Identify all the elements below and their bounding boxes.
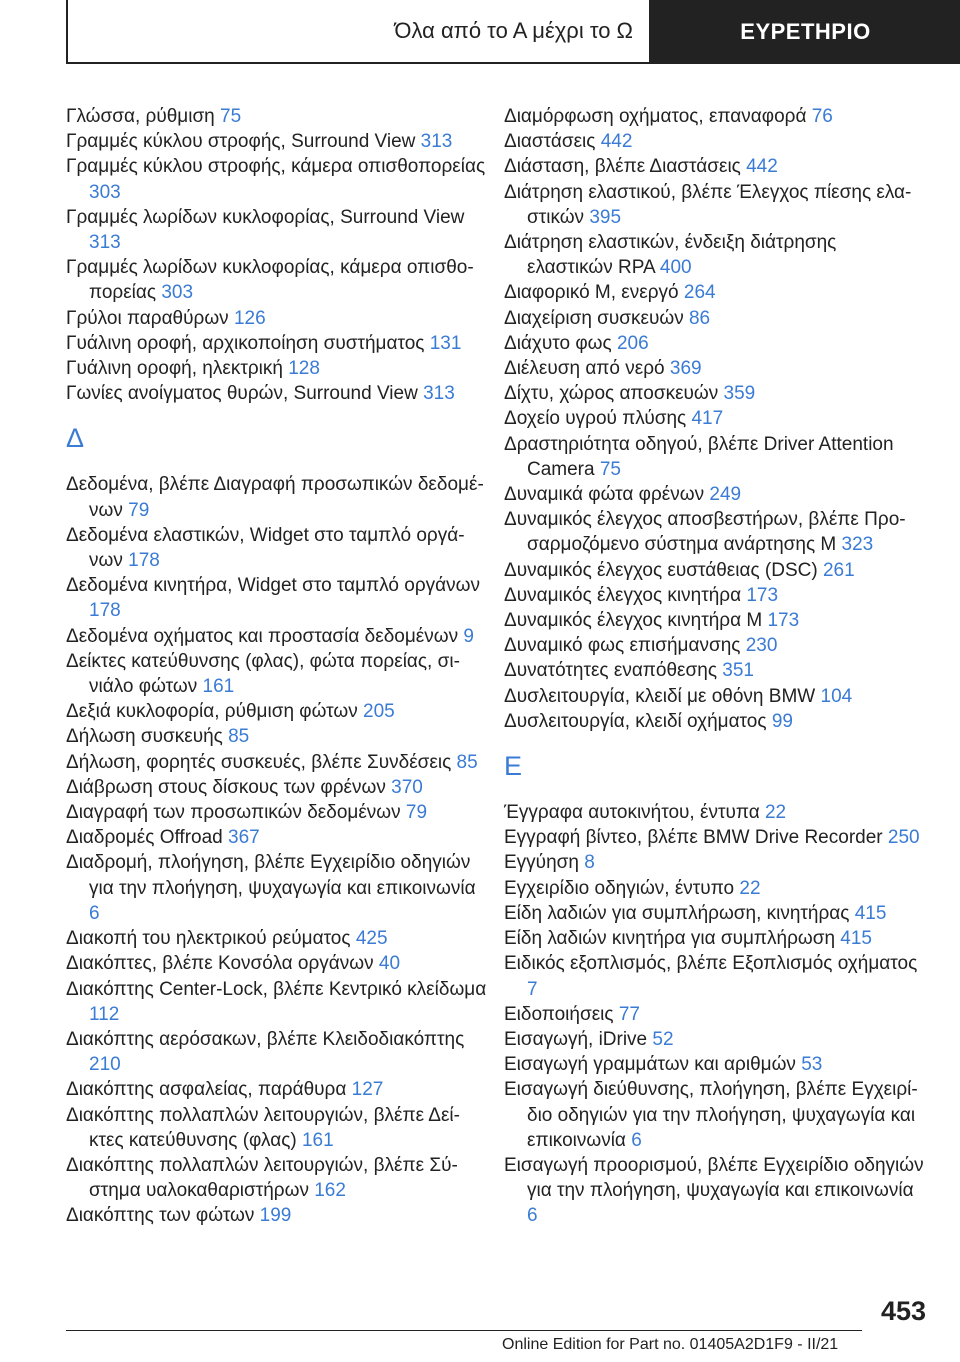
- index-entry: [504, 658, 926, 683]
- entry-page-link[interactable]: 104: [820, 685, 853, 707]
- entry-term: Δυσλειτουργία, κλειδί οχήματος: [504, 710, 767, 732]
- index-entry: [504, 709, 926, 734]
- entry-page-link[interactable]: 161: [202, 676, 235, 698]
- index-entry: [504, 901, 926, 926]
- entry-term: Ειδοποιήσεις: [504, 1003, 614, 1025]
- entry-term: Δεδομένα κινητήρα, Widget στο ταμπλό οργάνων: [66, 575, 480, 597]
- entry-term: Εγγραφή βίντεο, βλέπε BMW Drive Recorder: [504, 827, 883, 849]
- index-entry: [66, 850, 488, 926]
- index-entry: [66, 104, 488, 129]
- entry-page-link[interactable]: 313: [89, 232, 121, 254]
- entry-page-link[interactable]: 303: [161, 282, 194, 304]
- index-entry: [66, 724, 488, 749]
- entry-page-link[interactable]: 442: [746, 156, 778, 178]
- index-entry: [504, 1027, 926, 1052]
- entry-term: Δήλωση συσκευής: [66, 726, 223, 748]
- index-entry: [66, 381, 488, 406]
- entry-page-link[interactable]: 79: [128, 499, 150, 521]
- index-entry: [66, 205, 488, 255]
- entry-page-link[interactable]: 75: [599, 458, 621, 480]
- entry-term: Γωνίες ανοίγματος θυρών, Surround View: [66, 383, 418, 405]
- entry-page-link[interactable]: 415: [840, 928, 872, 950]
- entry-page-link[interactable]: 161: [301, 1129, 334, 1151]
- edition-note: Online Edition for Part no. 01405A2D1F9 - II/21: [502, 1336, 839, 1353]
- entry-term: Διέλευση από νερό: [504, 358, 665, 380]
- index-entry: [504, 180, 926, 230]
- entry-term: Εγχειρίδιο οδηγιών, έντυπο: [504, 877, 735, 899]
- index-entry: [66, 154, 488, 204]
- index-entry: [504, 482, 926, 507]
- index-entry: [504, 926, 926, 951]
- index-entry: [66, 750, 488, 775]
- entry-term: Δυναμικός έλεγχος κινητήρα: [504, 584, 742, 606]
- entry-term: Εισαγωγή προορισμού, βλέπε Εγχειρίδιο οδηγιών για την πλοήγηση, ψυχαγωγία και επικοινωνία: [504, 1154, 924, 1202]
- index-entry: [504, 356, 926, 381]
- entry-term: Διάσταση, βλέπε Διαστάσεις: [504, 156, 741, 178]
- index-entry: [504, 1002, 926, 1027]
- entry-page-link[interactable]: 75: [220, 106, 242, 127]
- index-entry: [66, 472, 488, 522]
- index-entry: [504, 951, 926, 1001]
- entry-term: Διάβρωση στους δίσκους των φρένων: [66, 776, 386, 798]
- index-entry: [504, 583, 926, 608]
- entry-page-link[interactable]: 351: [722, 660, 754, 682]
- entry-page-link[interactable]: 230: [745, 635, 778, 657]
- entry-term: Διαφορικό M, ενεργό: [504, 282, 679, 304]
- entry-term: Εγγύηση: [504, 852, 579, 874]
- entry-page-link[interactable]: 8: [584, 852, 595, 874]
- entry-page-link[interactable]: 22: [764, 802, 787, 824]
- entry-term: Δοχείο υγρού πλύσης: [504, 408, 687, 430]
- entry-page-link[interactable]: 128: [288, 358, 320, 380]
- index-entry: [66, 1103, 488, 1153]
- entry-term: Δυναμικός έλεγχος ευστάθειας (DSC): [504, 559, 818, 581]
- index-entry: [66, 800, 488, 825]
- entry-page-link[interactable]: 400: [659, 257, 692, 279]
- entry-term: Γλώσσα, ρύθμιση: [66, 106, 215, 127]
- index-entry: [66, 699, 488, 724]
- index-entry: [504, 280, 926, 305]
- entry-term: Διακόπτης ασφαλείας, παράθυρα: [66, 1079, 347, 1101]
- section-letter: Ε: [504, 751, 523, 782]
- entry-term: Δίχτυ, χώρος αποσκευών: [504, 383, 719, 405]
- entry-page-link[interactable]: 131: [429, 332, 462, 354]
- entry-page-link[interactable]: 6: [89, 902, 100, 924]
- entry-term: Δείκτες κατεύθυνσης (φλας), φώτα πορείας, σινιάλο φώτων: [66, 650, 460, 698]
- entry-term: Γραμμές κύκλου στροφής, Surround View: [66, 131, 416, 153]
- entry-page-link[interactable]: 199: [259, 1205, 292, 1227]
- entry-page-link[interactable]: 370: [391, 776, 423, 798]
- entry-page-link[interactable]: 7: [527, 978, 538, 1000]
- index-entry: [504, 558, 926, 583]
- index-entry: [504, 104, 926, 129]
- entry-page-link[interactable]: 359: [723, 383, 756, 405]
- index-entry: [66, 331, 488, 356]
- entry-page-link[interactable]: 206: [616, 332, 649, 354]
- index-entry: [66, 1077, 488, 1102]
- index-entry: [504, 406, 926, 431]
- entry-page-link[interactable]: 178: [89, 600, 121, 622]
- entry-term: Γρύλοι παραθύρων: [66, 307, 229, 329]
- index-entry: [66, 926, 488, 951]
- index-column-left: [66, 104, 488, 1274]
- index-entry: [66, 523, 488, 573]
- entry-page-link[interactable]: 6: [631, 1129, 642, 1151]
- entry-term: Διαστάσεις: [504, 131, 596, 153]
- index-entry: [504, 230, 926, 280]
- entry-page-link[interactable]: 86: [688, 307, 711, 329]
- entry-page-link[interactable]: 417: [691, 408, 724, 430]
- index-entry: [66, 825, 488, 850]
- index-entry: [504, 129, 926, 154]
- tab-alphabetical-range[interactable]: Όλα από το Α μέχρι το Ω: [66, 0, 651, 64]
- entry-term: Δήλωση, φορητές συσκευές, βλέπε Συνδέσεις: [66, 751, 452, 773]
- entry-term: Εισαγωγή, iDrive: [504, 1028, 648, 1050]
- footer-divider: [66, 1330, 862, 1331]
- entry-term: Διάτρηση ελαστικού, βλέπε Έλεγχος πίεσης ελαστικών: [504, 181, 912, 228]
- index-entry: [504, 154, 926, 179]
- entry-term: Εισαγωγή γραμμάτων και αριθμών: [504, 1054, 796, 1076]
- entry-term: Διακόπτης πολλαπλών λειτουργιών, βλέπε Δείκτες κατεύθυνσης (φλας): [66, 1104, 460, 1151]
- entry-term: Δραστηριότητα οδηγού, βλέπε Driver Attention Camera: [504, 433, 894, 480]
- entry-term: Είδη λαδιών για συμπλήρωση, κινητήρας: [504, 902, 850, 924]
- entry-term: Διαδρομή, πλοήγηση, βλέπε Εγχειρίδιο οδηγιών για την πλοήγηση, ψυχαγωγία και επικοινωνία: [66, 852, 476, 899]
- header-tabs: [66, 0, 960, 64]
- entry-page-link[interactable]: 40: [378, 953, 401, 975]
- entry-term: Γυάλινη οροφή, ηλεκτρική: [66, 358, 283, 380]
- index-entry: [504, 1077, 926, 1153]
- index-entry: [66, 951, 488, 976]
- index-entry: [504, 608, 926, 633]
- entry-page-link[interactable]: 79: [405, 802, 428, 824]
- entry-term: Διαχείριση συσκευών: [504, 307, 684, 329]
- entry-term: Διακόπτες, βλέπε Κονσόλα οργάνων: [66, 953, 374, 975]
- entry-page-link[interactable]: 250: [887, 827, 920, 849]
- entry-term: Δυναμικά φώτα φρένων: [504, 484, 705, 506]
- entry-term: Ειδικός εξοπλισμός, βλέπε Εξοπλισμός οχήματος: [504, 953, 918, 975]
- entry-page-link[interactable]: 425: [355, 928, 388, 950]
- entry-term: Διακοπή του ηλεκτρικού ρεύματος: [66, 928, 351, 950]
- entry-page-link[interactable]: 369: [669, 358, 702, 380]
- index-entry: [66, 1153, 488, 1203]
- entry-page-link[interactable]: 127: [351, 1079, 384, 1101]
- section-letter: Δ: [66, 423, 85, 454]
- index-entry: [66, 1203, 488, 1228]
- entry-page-link[interactable]: 6: [527, 1205, 538, 1227]
- entry-term: Δυνατότητες εναπόθεσης: [504, 660, 717, 682]
- index-entry: [66, 649, 488, 699]
- entry-term: Διαδρομές Offroad: [66, 827, 223, 849]
- index-entry: [66, 129, 488, 154]
- entry-term: Είδη λαδιών κινητήρα για συμπλήρωση: [504, 928, 836, 950]
- entry-term: Δεξιά κυκλοφορία, ρύθμιση φώτων: [66, 701, 358, 723]
- entry-page-link[interactable]: 112: [89, 1003, 120, 1025]
- entry-term: Διακόπτης αερόσακων, βλέπε Κλειδοδιακόπτης: [66, 1028, 465, 1050]
- entry-term: Διακόπτης πολλαπλών λειτουργιών, βλέπε Σύστημα υαλοκαθαριστήρων: [66, 1154, 458, 1202]
- entry-page-link[interactable]: 173: [746, 584, 779, 606]
- entry-term: Δυναμικός έλεγχος αποσβεστήρων, βλέπε Προσαρμοζόμενο σύστημα ανάρτησης M: [504, 509, 906, 556]
- index-entry: [66, 1027, 488, 1077]
- index-entry: [66, 775, 488, 800]
- entry-page-link[interactable]: 210: [89, 1054, 121, 1076]
- entry-page-link[interactable]: 442: [600, 131, 633, 153]
- index-entry: [66, 624, 488, 649]
- entry-term: Διακόπτης Center-Lock, βλέπε Κεντρικό κλείδωμα: [66, 978, 487, 1000]
- entry-term: Διάχυτο φως: [504, 332, 612, 354]
- entry-page-link[interactable]: 323: [841, 534, 874, 556]
- entry-page-link[interactable]: 76: [811, 106, 833, 127]
- entry-term: Διαμόρφωση οχήματος, επαναφορά: [504, 106, 807, 127]
- entry-page-link[interactable]: 126: [233, 307, 266, 329]
- index-entry: [504, 850, 926, 875]
- index-columns: [66, 104, 926, 1274]
- index-entry: [504, 1153, 926, 1229]
- entry-page-link[interactable]: 313: [420, 131, 453, 153]
- entry-page-link[interactable]: 99: [771, 710, 793, 732]
- entry-page-link[interactable]: 22: [739, 877, 761, 899]
- entry-term: Δεδομένα, βλέπε Διαγραφή προσωπικών δεδομένων: [66, 474, 484, 521]
- entry-page-link[interactable]: 173: [767, 610, 800, 632]
- index-entry: [504, 507, 926, 557]
- entry-term: Διαγραφή των προσωπικών δεδομένων: [66, 802, 401, 824]
- entry-term: Γραμμές λωρίδων κυκλοφορίας, Surround View: [66, 206, 465, 228]
- index-entry: [504, 800, 926, 825]
- entry-page-link[interactable]: 249: [709, 484, 742, 506]
- entry-page-link[interactable]: 85: [228, 726, 250, 748]
- index-entry: [504, 331, 926, 356]
- entry-page-link[interactable]: 85: [456, 751, 478, 773]
- index-entry: [504, 1052, 926, 1077]
- entry-term: Δυσλειτουργία, κλειδί με οθόνη BMW: [504, 685, 816, 707]
- index-entry: [66, 306, 488, 331]
- entry-page-link[interactable]: 264: [683, 282, 716, 304]
- entry-term: Εισαγωγή διεύθυνσης, πλοήγηση, βλέπε Εγχειρίδιο οδηγιών για την πλοήγηση, ψυχαγωγία και επικοινωνία: [504, 1079, 918, 1151]
- index-entry: [504, 684, 926, 709]
- entry-page-link[interactable]: 303: [89, 181, 121, 203]
- index-entry: [504, 381, 926, 406]
- entry-page-link[interactable]: 77: [618, 1003, 640, 1025]
- entry-term: Γραμμές λωρίδων κυκλοφορίας, κάμερα οπισθοπορείας: [66, 257, 474, 304]
- entry-page-link[interactable]: 367: [228, 827, 260, 849]
- entry-term: Δυναμικό φως επισήμανσης: [504, 635, 741, 657]
- entry-term: Δεδομένα οχήματος και προστασία δεδομένων: [66, 625, 459, 647]
- entry-term: Γυάλινη οροφή, αρχικοποίηση συστήματος: [66, 332, 425, 354]
- entry-page-link[interactable]: 9: [463, 625, 474, 647]
- entry-page-link[interactable]: 53: [801, 1054, 823, 1076]
- entry-term: Δεδομένα ελαστικών, Widget στο ταμπλό οργάνων: [66, 524, 465, 572]
- entry-term: Διακόπτης των φώτων: [66, 1205, 255, 1227]
- index-column-right: [504, 104, 926, 1274]
- entry-page-link[interactable]: 415: [854, 902, 887, 924]
- entry-page-link[interactable]: 205: [363, 701, 395, 723]
- entry-term: Έγγραφα αυτοκινήτου, έντυπα: [504, 802, 760, 824]
- entry-term: Διάτρηση ελαστικών, ένδειξη διάτρησης ελαστικών RPA: [504, 232, 837, 279]
- entry-term: Δυναμικός έλεγχος κινητήρα M: [504, 610, 763, 632]
- entry-page-link[interactable]: 52: [652, 1028, 674, 1050]
- index-entry: [504, 432, 926, 482]
- index-entry: [504, 825, 926, 850]
- page-number: 453: [880, 1296, 926, 1326]
- entry-page-link[interactable]: 395: [589, 206, 622, 228]
- tab-index[interactable]: ΕΥΡΕΤΗΡΙΟ: [651, 0, 960, 64]
- index-entry: [66, 977, 488, 1027]
- entry-page-link[interactable]: 162: [314, 1180, 346, 1202]
- index-entry: [66, 255, 488, 305]
- entry-page-link[interactable]: 178: [128, 550, 160, 572]
- entry-page-link[interactable]: 313: [423, 383, 455, 405]
- index-entry: [66, 356, 488, 381]
- index-entry: [504, 306, 926, 331]
- entry-page-link[interactable]: 261: [822, 559, 855, 581]
- index-entry: [504, 633, 926, 658]
- index-entry: [504, 876, 926, 901]
- index-entry: [66, 573, 488, 623]
- entry-term: Γραμμές κύκλου στροφής, κάμερα οπισθοπορείας: [66, 156, 486, 178]
